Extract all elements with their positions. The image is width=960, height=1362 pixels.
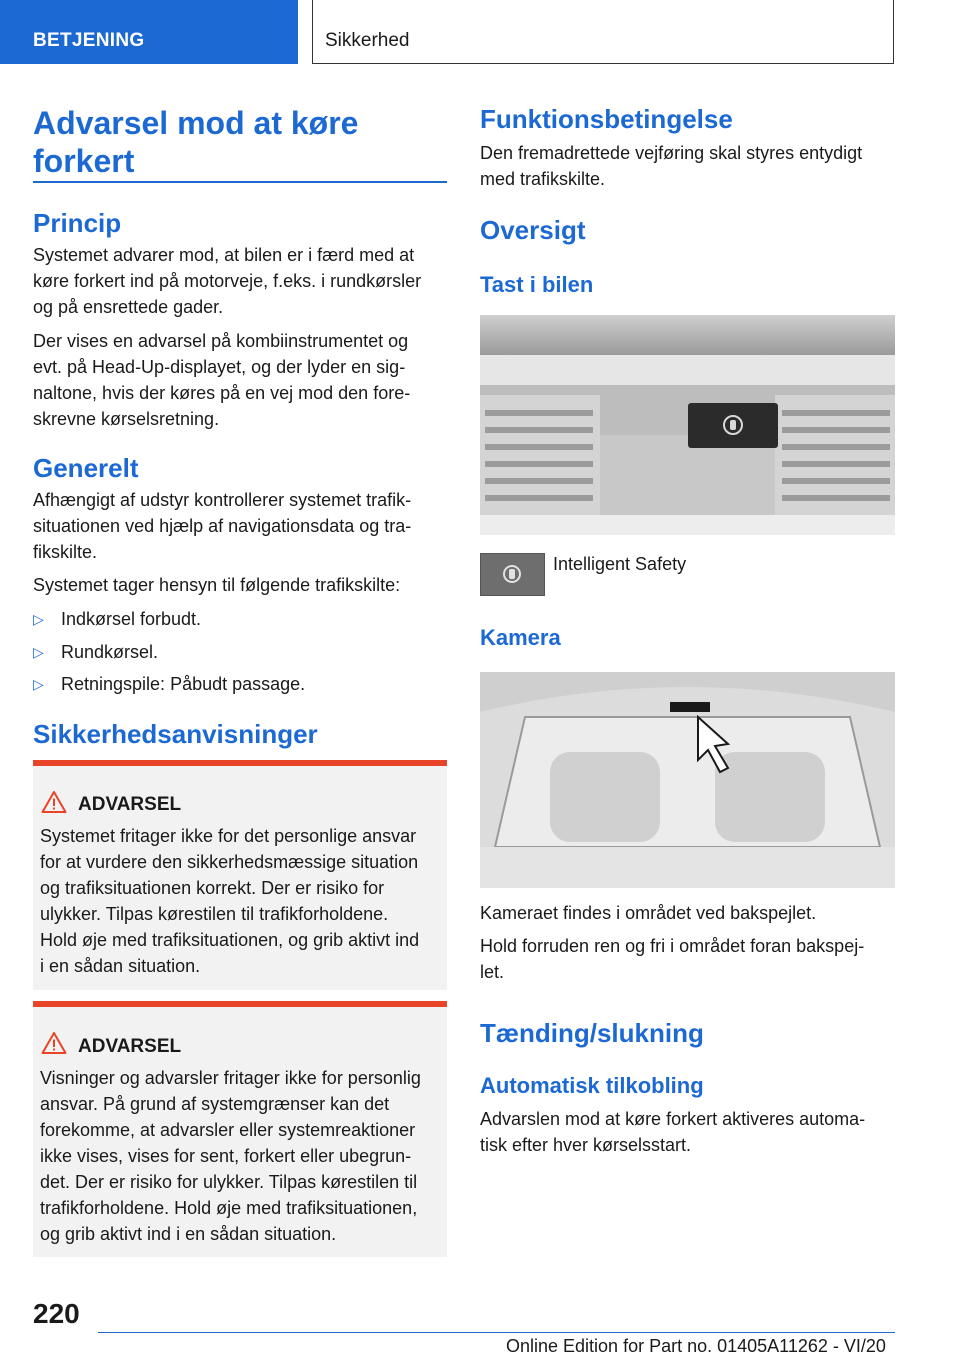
section-label: BETJENING xyxy=(33,30,145,51)
heading-sikkerhed: Sikkerhedsanvisninger xyxy=(33,719,318,749)
princip-p2-l1: Der vises en advarsel på kombiinstrumentet og xyxy=(33,331,409,351)
page-number: 220 xyxy=(33,1298,80,1329)
warning-1-title: ADVARSEL xyxy=(78,794,182,815)
heading-automatisk-tilkobling: Automatisk tilkobling xyxy=(480,1073,704,1098)
kamera-p2-l1: Hold forruden ren og fri i området foran bakspej- xyxy=(480,936,865,956)
heading-funktionsbetingelse: Funktionsbetingelse xyxy=(480,104,733,134)
kamera-p1: Kameraet findes i området ved bakspejlet. xyxy=(480,903,817,923)
generelt-p1-l3: fikskilte. xyxy=(33,542,98,562)
warning-1-text: Systemet fritager ikke for det personlige ansvar for at vurdere den sikkerhedsmæssige situation og trafiksituationen korrekt. Der er risiko for ulykker. Tilpas kørestilen til trafikforholdene. Hold øje med trafiksituationen, og grib aktivt ind i en sådan situation. xyxy=(40,826,420,976)
generelt-p2: Systemet tager hensyn til følgende trafikskilte: xyxy=(33,575,401,595)
warning-box-1 xyxy=(33,760,447,990)
princip-p2-l2: evt. på Head-Up-displayet, og der lyder en sig- xyxy=(33,357,406,377)
bullet-triangle-icon: ▷ xyxy=(33,644,44,660)
funktion-l2: med trafikskilte. xyxy=(480,169,606,189)
edition-text: Online Edition for Part no. 01405A11262 - VI/20 xyxy=(506,1336,886,1356)
footer-rule xyxy=(98,1332,895,1333)
heading-oversigt: Oversigt xyxy=(480,215,586,245)
dashboard-button-image xyxy=(480,315,895,535)
warning-2-text: Visninger og advarsler fritager ikke for personlig ansvar. På grund af systemgrænser kan det forekomme, at advarsler eller systemreaktioner ikke vises, vises for sent, forkert eller ubegrun- det. Der er risiko for ulykker. Tilpas kørestilen til trafikforholdene. Hold øje med trafiksituationen, og grib aktivt ind i en sådan situation. xyxy=(40,1068,421,1244)
intelligent-safety-button-icon xyxy=(480,553,545,596)
princip-p2-l3: naltone, hvis der køres på en vej mod den fore- xyxy=(33,383,411,403)
taending-l1: Advarslen mod at køre forkert aktiveres automa- xyxy=(480,1109,866,1129)
princip-p1-l2: køre forkert ind på motorveje, f.eks. i rundkørsler xyxy=(33,271,422,291)
page-title-line2: forkert xyxy=(33,143,135,179)
heading-taending: Tænding/slukning xyxy=(480,1018,704,1048)
button-label: Intelligent Safety xyxy=(553,554,687,574)
section-tab xyxy=(0,0,298,64)
heading-princip: Princip xyxy=(33,208,122,238)
subsection-box xyxy=(312,0,894,64)
kamera-p2-l2: let. xyxy=(480,962,505,982)
page-title-line1: Advarsel mod at køre xyxy=(33,105,359,141)
warning-box-2 xyxy=(33,1001,447,1257)
princip-p2-l4: skrevne kørselsretning. xyxy=(33,409,220,429)
funktion-l1: Den fremadrettede vejføring skal styres entydigt xyxy=(480,143,863,163)
heading-generelt: Generelt xyxy=(33,453,139,483)
princip-p1-l1: Systemet advarer mod, at bilen er i færd med at xyxy=(33,245,415,265)
warning-triangle-icon xyxy=(41,790,67,814)
bullet-triangle-icon: ▷ xyxy=(33,611,44,627)
heading-tast-i-bilen: Tast i bilen xyxy=(480,272,594,297)
warning-triangle-icon xyxy=(41,1031,67,1055)
princip-p1-l3: og på ensrettede gader. xyxy=(33,297,224,317)
subsection-label: Sikkerhed xyxy=(325,30,410,51)
camera-location-image xyxy=(480,672,895,888)
heading-kamera: Kamera xyxy=(480,625,561,650)
warning-2-title: ADVARSEL xyxy=(78,1036,182,1057)
taending-l2: tisk efter hver kørselsstart. xyxy=(480,1135,692,1155)
title-rule xyxy=(33,181,447,183)
bullet-triangle-icon: ▷ xyxy=(33,676,44,692)
generelt-p1-l1: Afhængigt af udstyr kontrollerer systemet trafik- xyxy=(33,490,412,510)
generelt-p1-l2: situationen ved hjælp af navigationsdata og tra- xyxy=(33,516,412,536)
